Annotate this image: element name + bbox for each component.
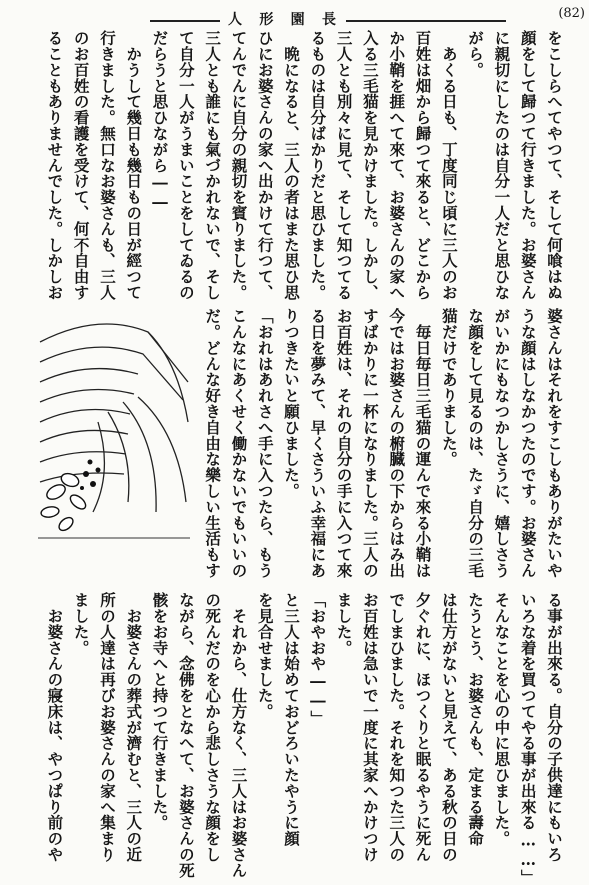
header-rule-right	[346, 20, 506, 22]
text-column: て自分一人がうまいことをしてゐるの	[176, 30, 196, 301]
text-column: 三人とも誰にも氣づかれないで、そし	[203, 30, 223, 301]
text-column: 「おやおや――」	[308, 592, 328, 727]
text-column: だらうと思ひながら――	[150, 30, 170, 212]
text-column: をこしらへてやつて、そして何喰はぬ	[545, 30, 564, 301]
text-column: がら。	[466, 30, 486, 78]
text-column: る日を夢みて、早くさういふ幸福にあ	[308, 308, 328, 579]
header-title-char: 長	[321, 12, 338, 28]
text-column: 百姓は畑から歸つて來ると、どこから	[413, 30, 433, 301]
text-column: お婆さんの葬式が濟むと、三人の近	[124, 592, 144, 863]
text-column: ることもありませんでした。しかしお	[45, 30, 65, 301]
text-column: を見合せました。	[255, 592, 275, 720]
text-column: か小鞘を捱へて來て、お婆さんの家へ	[387, 30, 407, 301]
text-column: ました。	[71, 592, 91, 656]
text-column: お百姓は急いで一度に其家へかけつけ	[360, 592, 380, 863]
text-column: かうして幾日も幾日もの日が經つて	[124, 30, 144, 301]
text-column: あくる日も、丁度同じ頃に三人のお	[439, 30, 459, 301]
text-column: ひにお婆さんの家へ出かけて行つて、	[255, 30, 275, 301]
text-column: 晩になると、三人の者はまた思ひ思	[282, 30, 302, 301]
text-column: 骸をお寺へと持つて行きました。	[150, 592, 170, 831]
header-rule-left	[150, 20, 220, 22]
header-title-char: 形	[259, 12, 276, 28]
text-column: は仕方がないと見えて、ある秋の日の	[439, 592, 459, 863]
header-title-char: 園	[290, 12, 307, 28]
text-column: 三人とも別々に見て、そして知つてる	[334, 30, 354, 301]
text-column: な顔をして見るのは、たゞ自分の三毛	[466, 308, 486, 579]
text-column: の死んだのを心から悲しさうな顔をし	[203, 592, 223, 863]
text-column: たうとう、お婆さんも、定まる壽命	[466, 592, 486, 847]
text-column: 毎日毎日三毛猫の運んで來る小鞘は	[413, 308, 433, 579]
text-column: りつきたいと願ひました。	[282, 308, 302, 499]
text-column: うな顔はしなかつたのです。お婆さん	[518, 308, 538, 579]
text-column: それから、仕方なく、三人はお婆さん	[229, 592, 249, 879]
text-column: てんでんに自分の親切を賓りました。	[229, 30, 249, 301]
text-column: 婆さんはそれをすこしもありがたいや	[545, 308, 564, 579]
text-column: こんなにあくせく働かないでもいいの	[229, 308, 249, 579]
text-column: だ。どんな好き自由な樂しい生活もす	[203, 308, 223, 579]
text-column: がいかにもなつかしさうに、嬉しさう	[492, 308, 512, 579]
text-column: 所の人達は再びお婆さんの家へ集まり	[97, 592, 117, 863]
middle-text-block	[199, 308, 567, 579]
text-column: 今ではお婆さんの椨臓の下からはみ出	[387, 308, 407, 579]
text-column: と三人は始めておどろいたやうに顔	[282, 592, 302, 847]
text-column: ながら、念佛をとなへて、お婆さんの死	[176, 592, 196, 879]
text-column: お婆さんの寢床は、やつぱり前のや	[45, 592, 65, 863]
text-column: でしまひました。それを知つた三人の	[387, 592, 407, 863]
hand-sleeve-leaves-illustration-icon	[38, 302, 190, 542]
text-column: る事が出來る。自分の子供達にもいろ	[545, 592, 564, 863]
lower-text-block	[41, 592, 567, 885]
text-column: ました。	[334, 592, 354, 656]
text-column: 行きました。無口なお婆さんも、三人	[97, 30, 117, 301]
text-column: 「おれはあれさへ手に入つたら、もう	[255, 308, 275, 579]
text-column: 夕ぐれに、ほつくりと眠るやうに死ん	[413, 592, 433, 863]
text-column: 入る三毛猫を見かけました。しかし、	[360, 30, 380, 301]
text-column: 猫だけでありました。	[439, 308, 459, 467]
text-column: るものは自分ばかりだと思ひました。	[308, 30, 328, 301]
text-column: 顔をして歸つて行きました。お婆さん	[518, 30, 538, 301]
header-title	[228, 9, 338, 29]
text-column: に親切にしたのは自分一人だと思ひな	[492, 30, 512, 301]
text-column: いろな着を買つてやる事が出來る……」	[518, 592, 538, 885]
page-number: (82)	[558, 6, 585, 21]
text-column: お百姓は、それの自分の手に入つて來	[334, 308, 354, 579]
text-column: そんなことを心の中に思ひました。	[492, 592, 512, 847]
text-column: すばかりに一杯になりました。三人の	[360, 308, 380, 579]
upper-text-block	[41, 30, 567, 301]
text-column: のお百姓の看護を受けて、何不自由す	[71, 30, 91, 301]
header-title-char: 人	[228, 12, 244, 28]
